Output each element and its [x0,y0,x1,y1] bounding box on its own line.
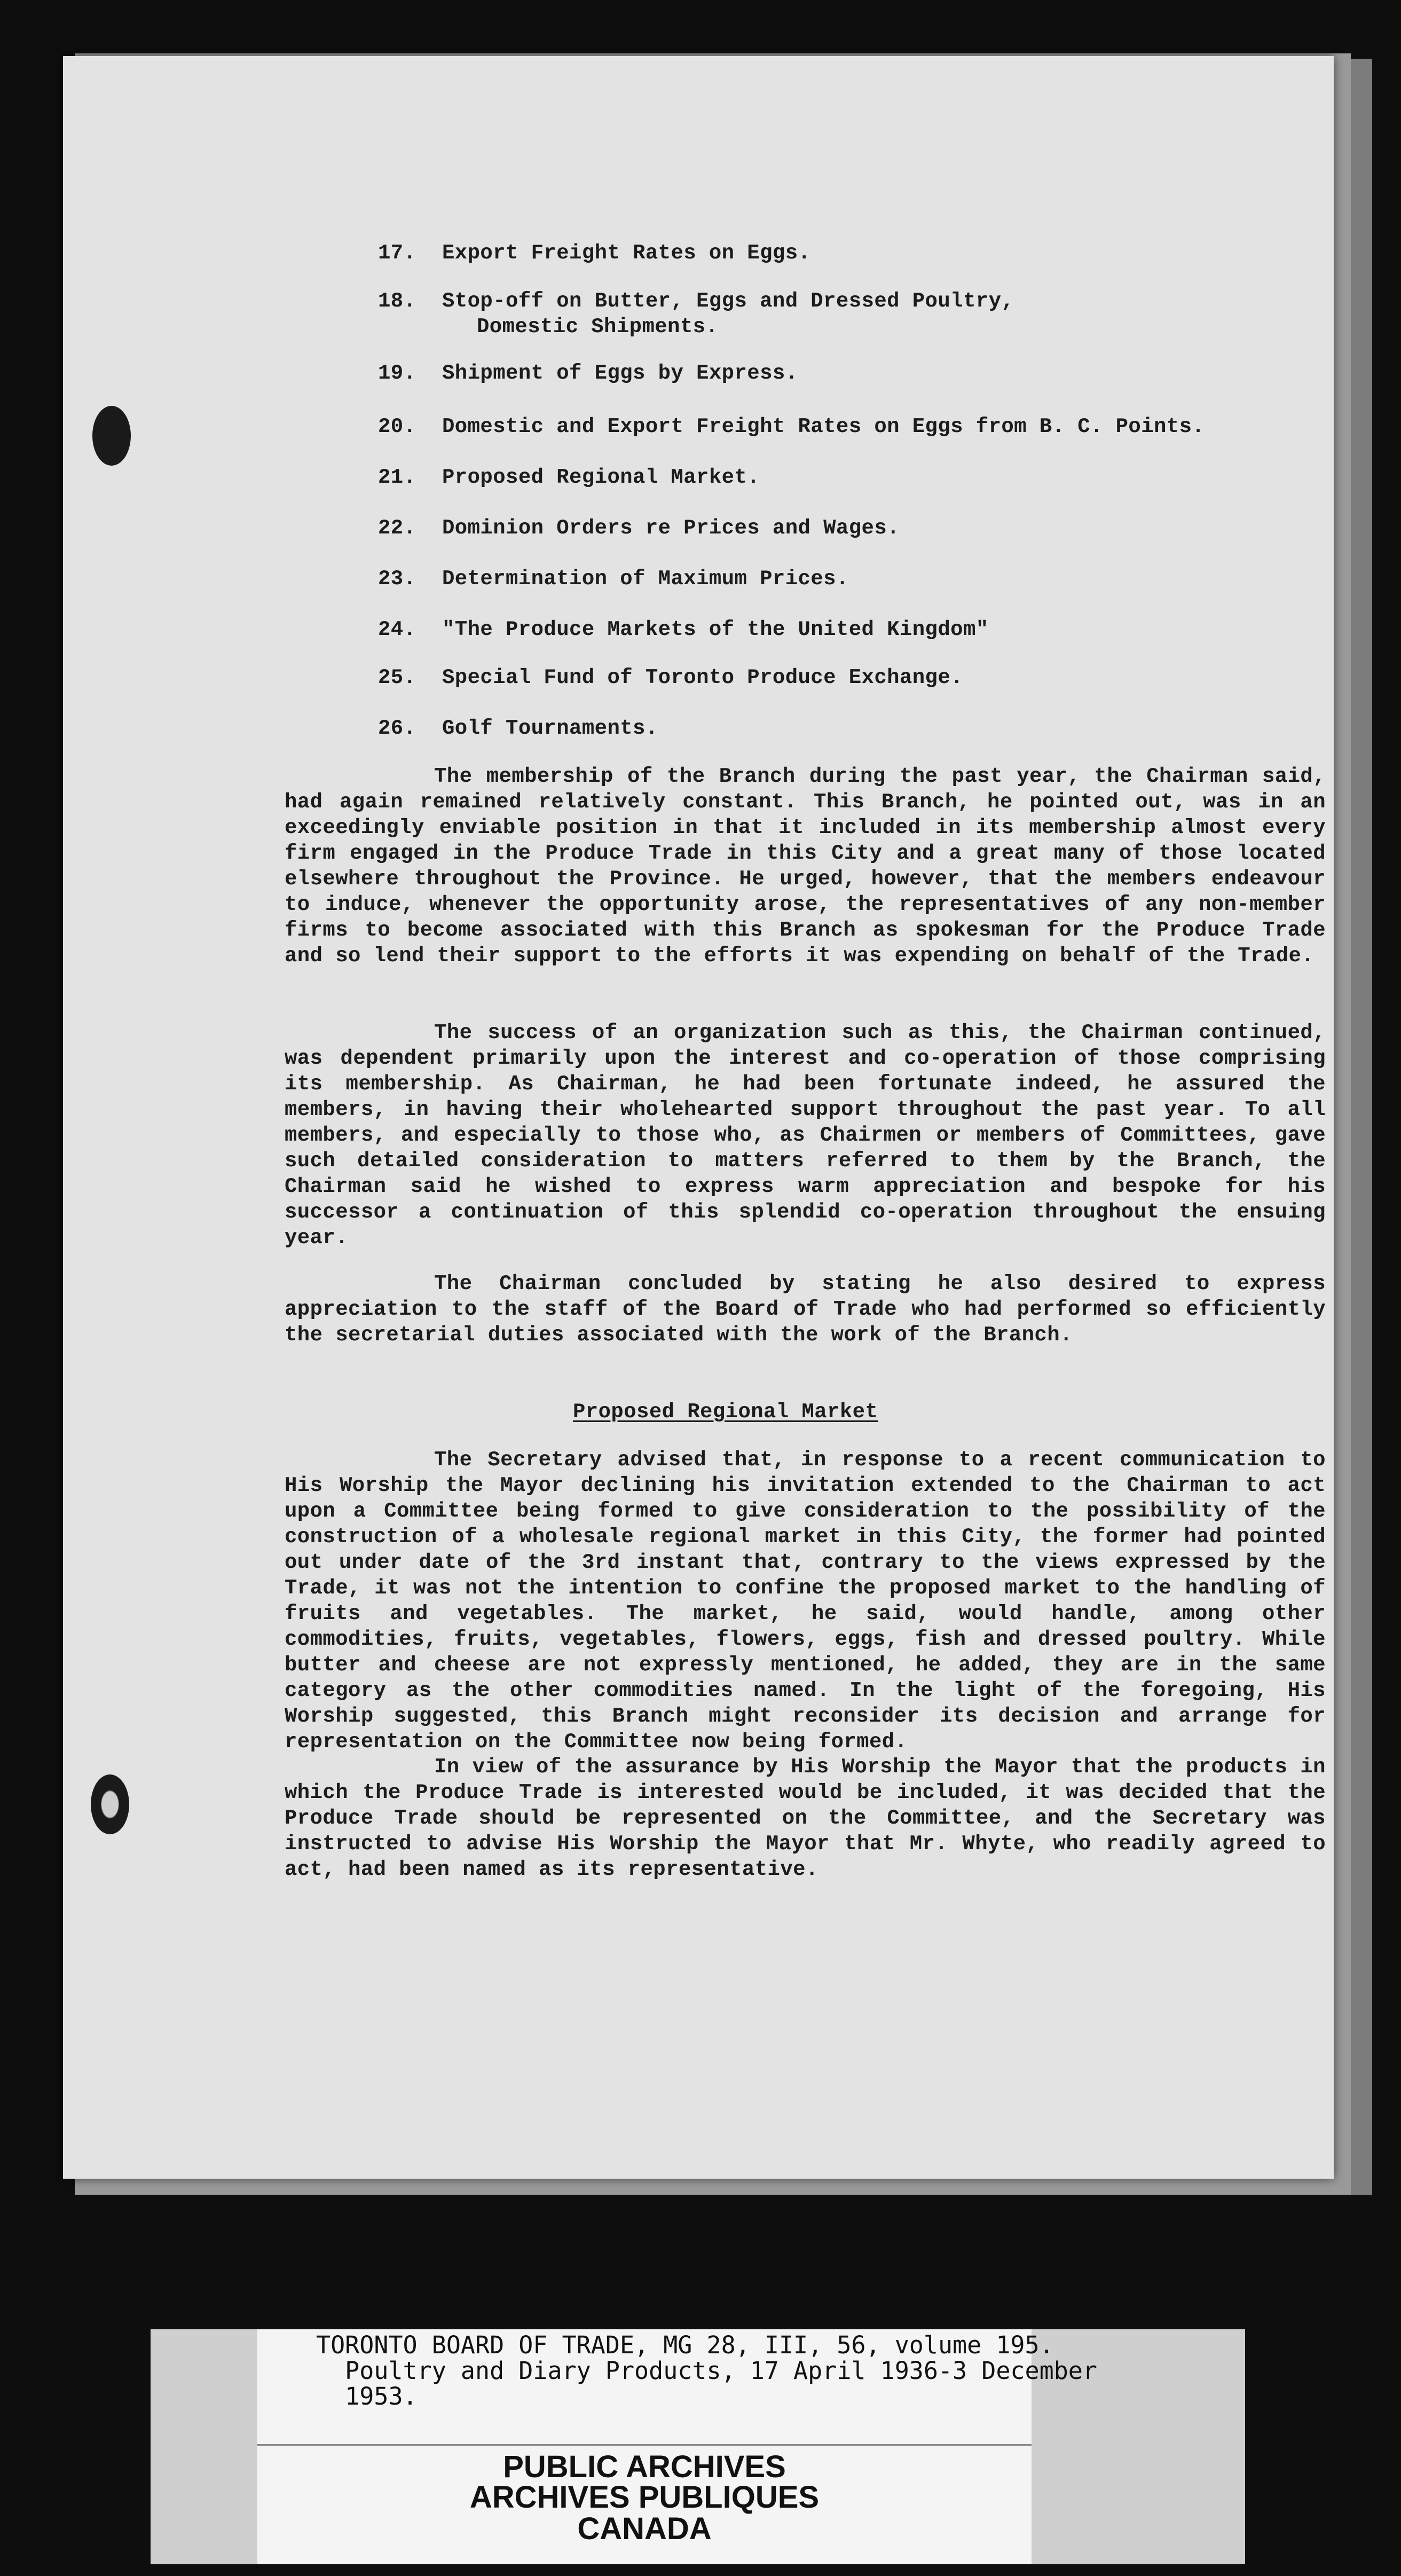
paragraph-secretary [285,1447,1326,1755]
agenda-item-24 [378,617,989,642]
agenda-number: 20. [378,415,416,438]
agenda-number: 22. [378,516,416,540]
agenda-item-19 [378,360,798,386]
archive-reference-line: TORONTO BOARD OF TRADE, MG 28, III, 56, volume 195. [316,2331,1054,2359]
archive-name-french: ARCHIVES PUBLIQUES [469,2480,820,2515]
agenda-item-23 [378,566,849,592]
agenda-item-26 [378,716,658,741]
agenda-title-continued: Domestic Shipments. [477,315,719,339]
agenda-item-21 [378,465,760,490]
agenda-item-22 [378,515,900,541]
document-page [63,56,1334,2179]
paragraph-text: The success of an organization such as this, the Chairman continued, was dependent primarily upon the interest and co-operation of those comprising its membership. As Chairman, he had been fortunate indeed, he assured the members, in having their wholehearted support throughout the past year. To all members, and especially to those who, as Chairmen or members of Committees, gave such detailed consideration to matters referred to them by the Branch, the Chairman said he wished to express warm appreciation and bespoke for his successor a continuation of this splendid co-operation throughout the ensuing year. [285,1021,1326,1250]
agenda-item-25 [378,665,963,690]
section-heading: Proposed Regional Market [573,1400,878,1424]
agenda-title: "The Produce Markets of the United Kingdom" [442,618,989,641]
paragraph-text: The Chairman concluded by stating he also desired to express appreciation to the staff of the Board of Trade who had performed so efficiently the secretarial duties associated with the work of the Branch. [285,1272,1326,1347]
agenda-item-17 [378,240,810,266]
paragraph-text: The Secretary advised that, in response to a recent communication to His Worship the Mayor declining his invitation extended to the Chairman to act upon a Committee being formed to give consideration to the possibility of the construction of a wholesale regional market in this City, the former had pointed out under date of the 3rd instant that, contrary to the views expressed by the Trade, it was not the intention to confine the proposed market to the handling of fruits and vegetables. The market, he said, would handle, among other commodities, fruits, vegetables, flowers, eggs, fish and dressed poultry. While butter and cheese are not expressly mentioned, he added, they are in the same category as the other commodities named. In the light of the foregoing, His Worship suggested, this Branch might reconsider its decision and arrange for representation on the Committee now being formed. [285,1448,1326,1754]
paragraph-membership [285,764,1326,969]
archive-reference [316,2332,1097,2409]
agenda-number: 26. [378,717,416,740]
agenda-title: Domestic and Export Freight Rates on Eggs from B. C. Points. [442,415,1205,438]
agenda-number: 17. [378,241,416,265]
agenda-number: 19. [378,362,416,385]
paragraph-assurance [285,1754,1326,1882]
agenda-title: Stop-off on Butter, Eggs and Dressed Poultry, [442,289,1014,313]
agenda-title: Determination of Maximum Prices. [442,567,849,591]
agenda-title: Shipment of Eggs by Express. [442,362,798,385]
agenda-title: Export Freight Rates on Eggs. [442,241,811,265]
paragraph-concluded [285,1271,1326,1348]
agenda-number: 21. [378,466,416,489]
paragraph-text: In view of the assurance by His Worship the Mayor that the products in which the Produce Trade is interested would be included, it was decided that the Produce Trade should be represented on the Committee, and the Secretary was instructed to advise His Worship the Mayor that Mr. Whyte, who readily agreed to act, had been named as its representative. [285,1755,1326,1881]
archive-country: CANADA [577,2511,712,2546]
punch-hole-top [92,406,131,466]
agenda-number: 23. [378,567,416,591]
punch-hole-bottom [91,1774,129,1834]
paragraph-text: The membership of the Branch during the past year, the Chairman said, had again remained relatively constant. This Branch, he pointed out, was in an exceedingly enviable position in that it included in its membership almost every firm engaged in the Produce Trade in this City and a great many of those located elsewhere throughout the Province. He urged, however, that the members endeavour to induce, whenever the opportunity arose, the representatives of any non-member firms to become associated with this Branch as spokesman for the Produce Trade and so lend their support to the efforts it was expending on behalf of the Trade. [285,765,1326,968]
agenda-title: Special Fund of Toronto Produce Exchange. [442,666,963,689]
agenda-number: 24. [378,618,416,641]
archive-name-english: PUBLIC ARCHIVES [503,2449,786,2484]
agenda-item-20 [378,414,1205,439]
agenda-title: Dominion Orders re Prices and Wages. [442,516,900,540]
archive-label-divider [257,2444,1032,2446]
agenda-number: 18. [378,289,416,313]
agenda-title: Proposed Regional Market. [442,466,760,489]
archive-reference-line: 1953. [316,2382,418,2410]
archive-label [151,2329,1245,2564]
paragraph-success [285,1020,1326,1251]
agenda-item-18 [378,288,1014,340]
agenda-number: 25. [378,666,416,689]
agenda-title: Golf Tournaments. [442,717,658,740]
archive-reference-line: Poultry and Diary Products, 17 April 1936-3 December [316,2357,1097,2385]
